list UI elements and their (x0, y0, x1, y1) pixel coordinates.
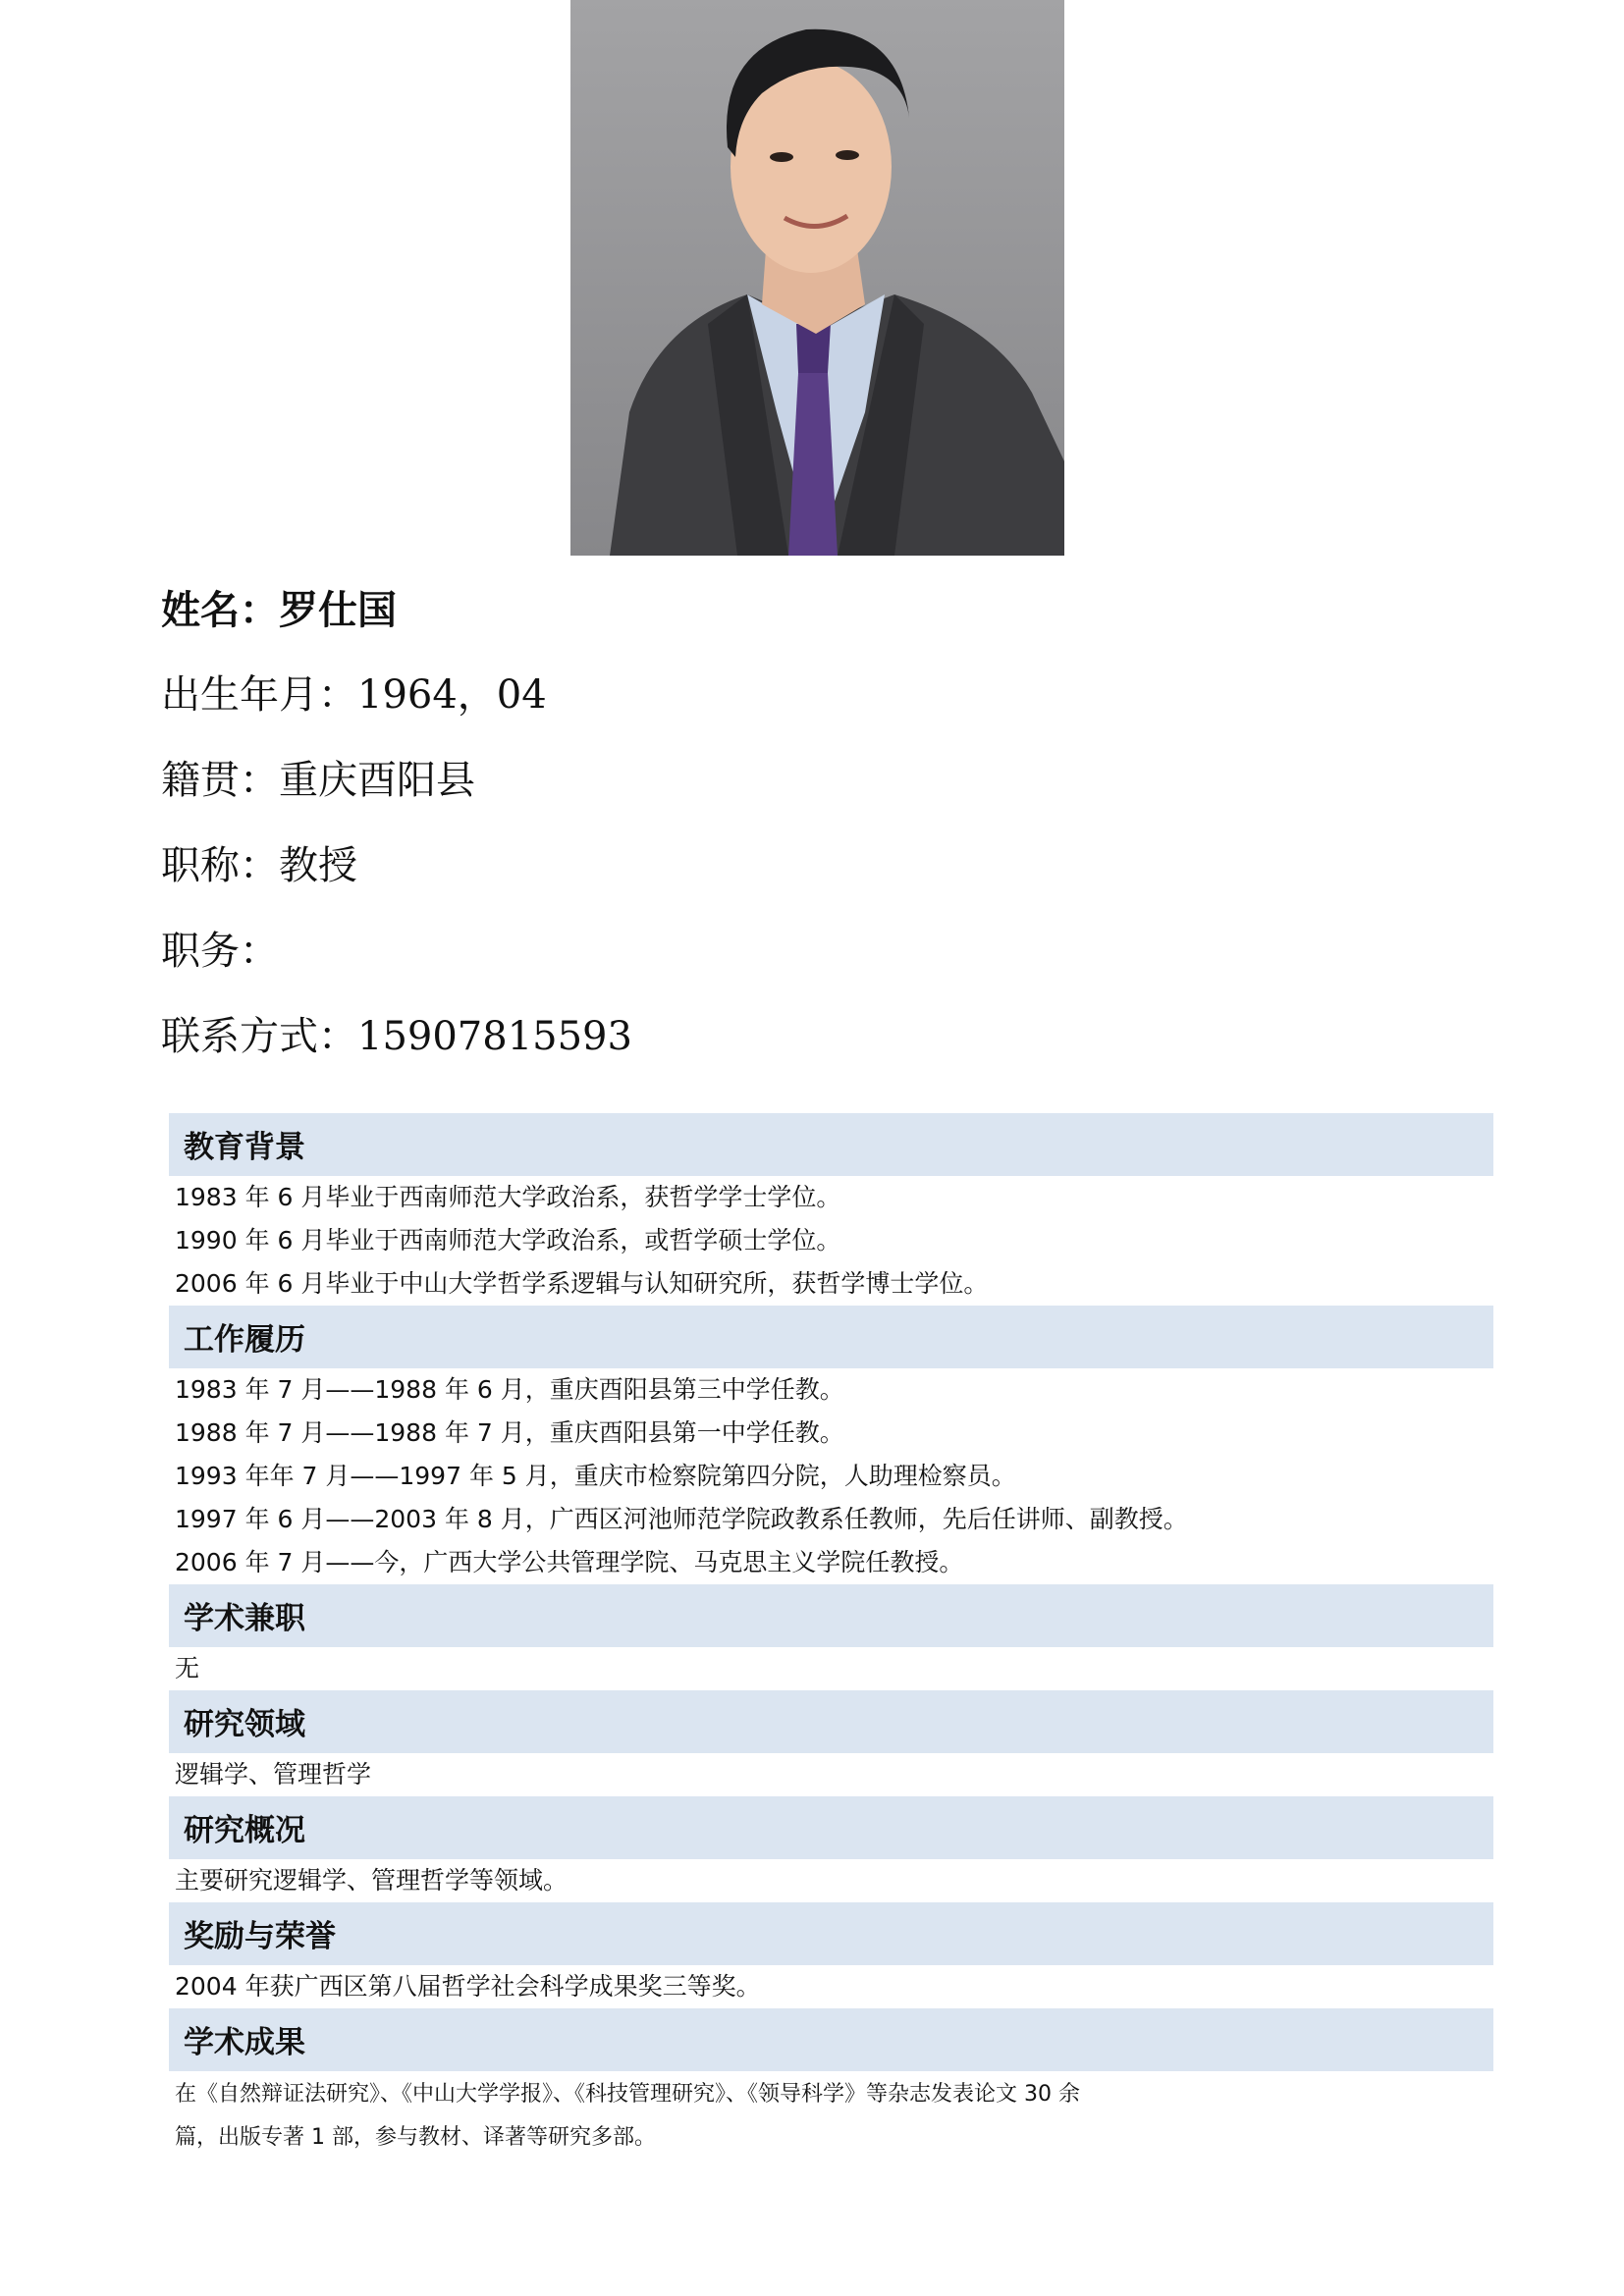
awards-item: 2004 年获广西区第八届哲学社会科学成果奖三等奖。 (175, 1972, 761, 2001)
research-overview-item: 主要研究逻辑学、管理哲学等领域。 (175, 1866, 568, 1895)
birth-line: 出生年月：1964，04 (161, 672, 547, 718)
work-item: 2006 年 7 月——今，广西大学公共管理学院、马克思主义学院任教授。 (175, 1548, 964, 1576)
achievements-text: 在《自然辩证法研究》、《中山大学学报》、《科技管理研究》、《领导科学》等杂志发表论文 30 余篇，出版专著 1 部，参与教材、译著等研究多部。 (175, 2082, 1080, 2150)
native-place-line: 籍贯：重庆酉阳县 (161, 758, 475, 803)
education-item: 1983 年 6 月毕业于西南师范大学政治系，获哲学学士学位。 (175, 1183, 841, 1211)
position-line: 职务： (161, 929, 279, 974)
work-item: 1983 年 7 月——1988 年 6 月，重庆酉阳县第三中学任教。 (175, 1375, 844, 1404)
work-item: 1997 年 6 月——2003 年 8 月，广西区河池师范学院政教系任教师，先后任讲师、副教授。 (175, 1505, 1188, 1533)
research-fields-heading: 研究领域 (169, 1690, 1493, 1753)
resume-table (169, 1113, 1493, 2160)
work-item: 1993 年年 7 月——1997 年 5 月，重庆市检察院第四分院，人助理检察员。 (175, 1462, 1016, 1490)
research-fields-item: 逻辑学、管理哲学 (175, 1760, 372, 1789)
name-line: 姓名：罗仕国 (161, 587, 397, 633)
education-item: 1990 年 6 月毕业于西南师范大学政治系，或哲学硕士学位。 (175, 1226, 841, 1255)
research-overview-heading: 研究概况 (169, 1796, 1493, 1859)
title-line: 职称：教授 (161, 843, 357, 888)
profile-info (161, 567, 1437, 1080)
academic-positions-item: 无 (175, 1654, 200, 1682)
profile-photo (570, 0, 1064, 556)
awards-heading: 奖励与荣誉 (169, 1902, 1493, 1965)
work-heading: 工作履历 (169, 1306, 1493, 1368)
academic-positions-heading: 学术兼职 (169, 1584, 1493, 1647)
work-item: 1988 年 7 月——1988 年 7 月，重庆酉阳县第一中学任教。 (175, 1418, 844, 1447)
achievements-heading: 学术成果 (169, 2008, 1493, 2071)
education-heading: 教育背景 (169, 1113, 1493, 1176)
education-item: 2006 年 6 月毕业于中山大学哲学系逻辑与认知研究所，获哲学博士学位。 (175, 1269, 989, 1298)
contact-line: 联系方式：15907815593 (161, 1014, 632, 1059)
